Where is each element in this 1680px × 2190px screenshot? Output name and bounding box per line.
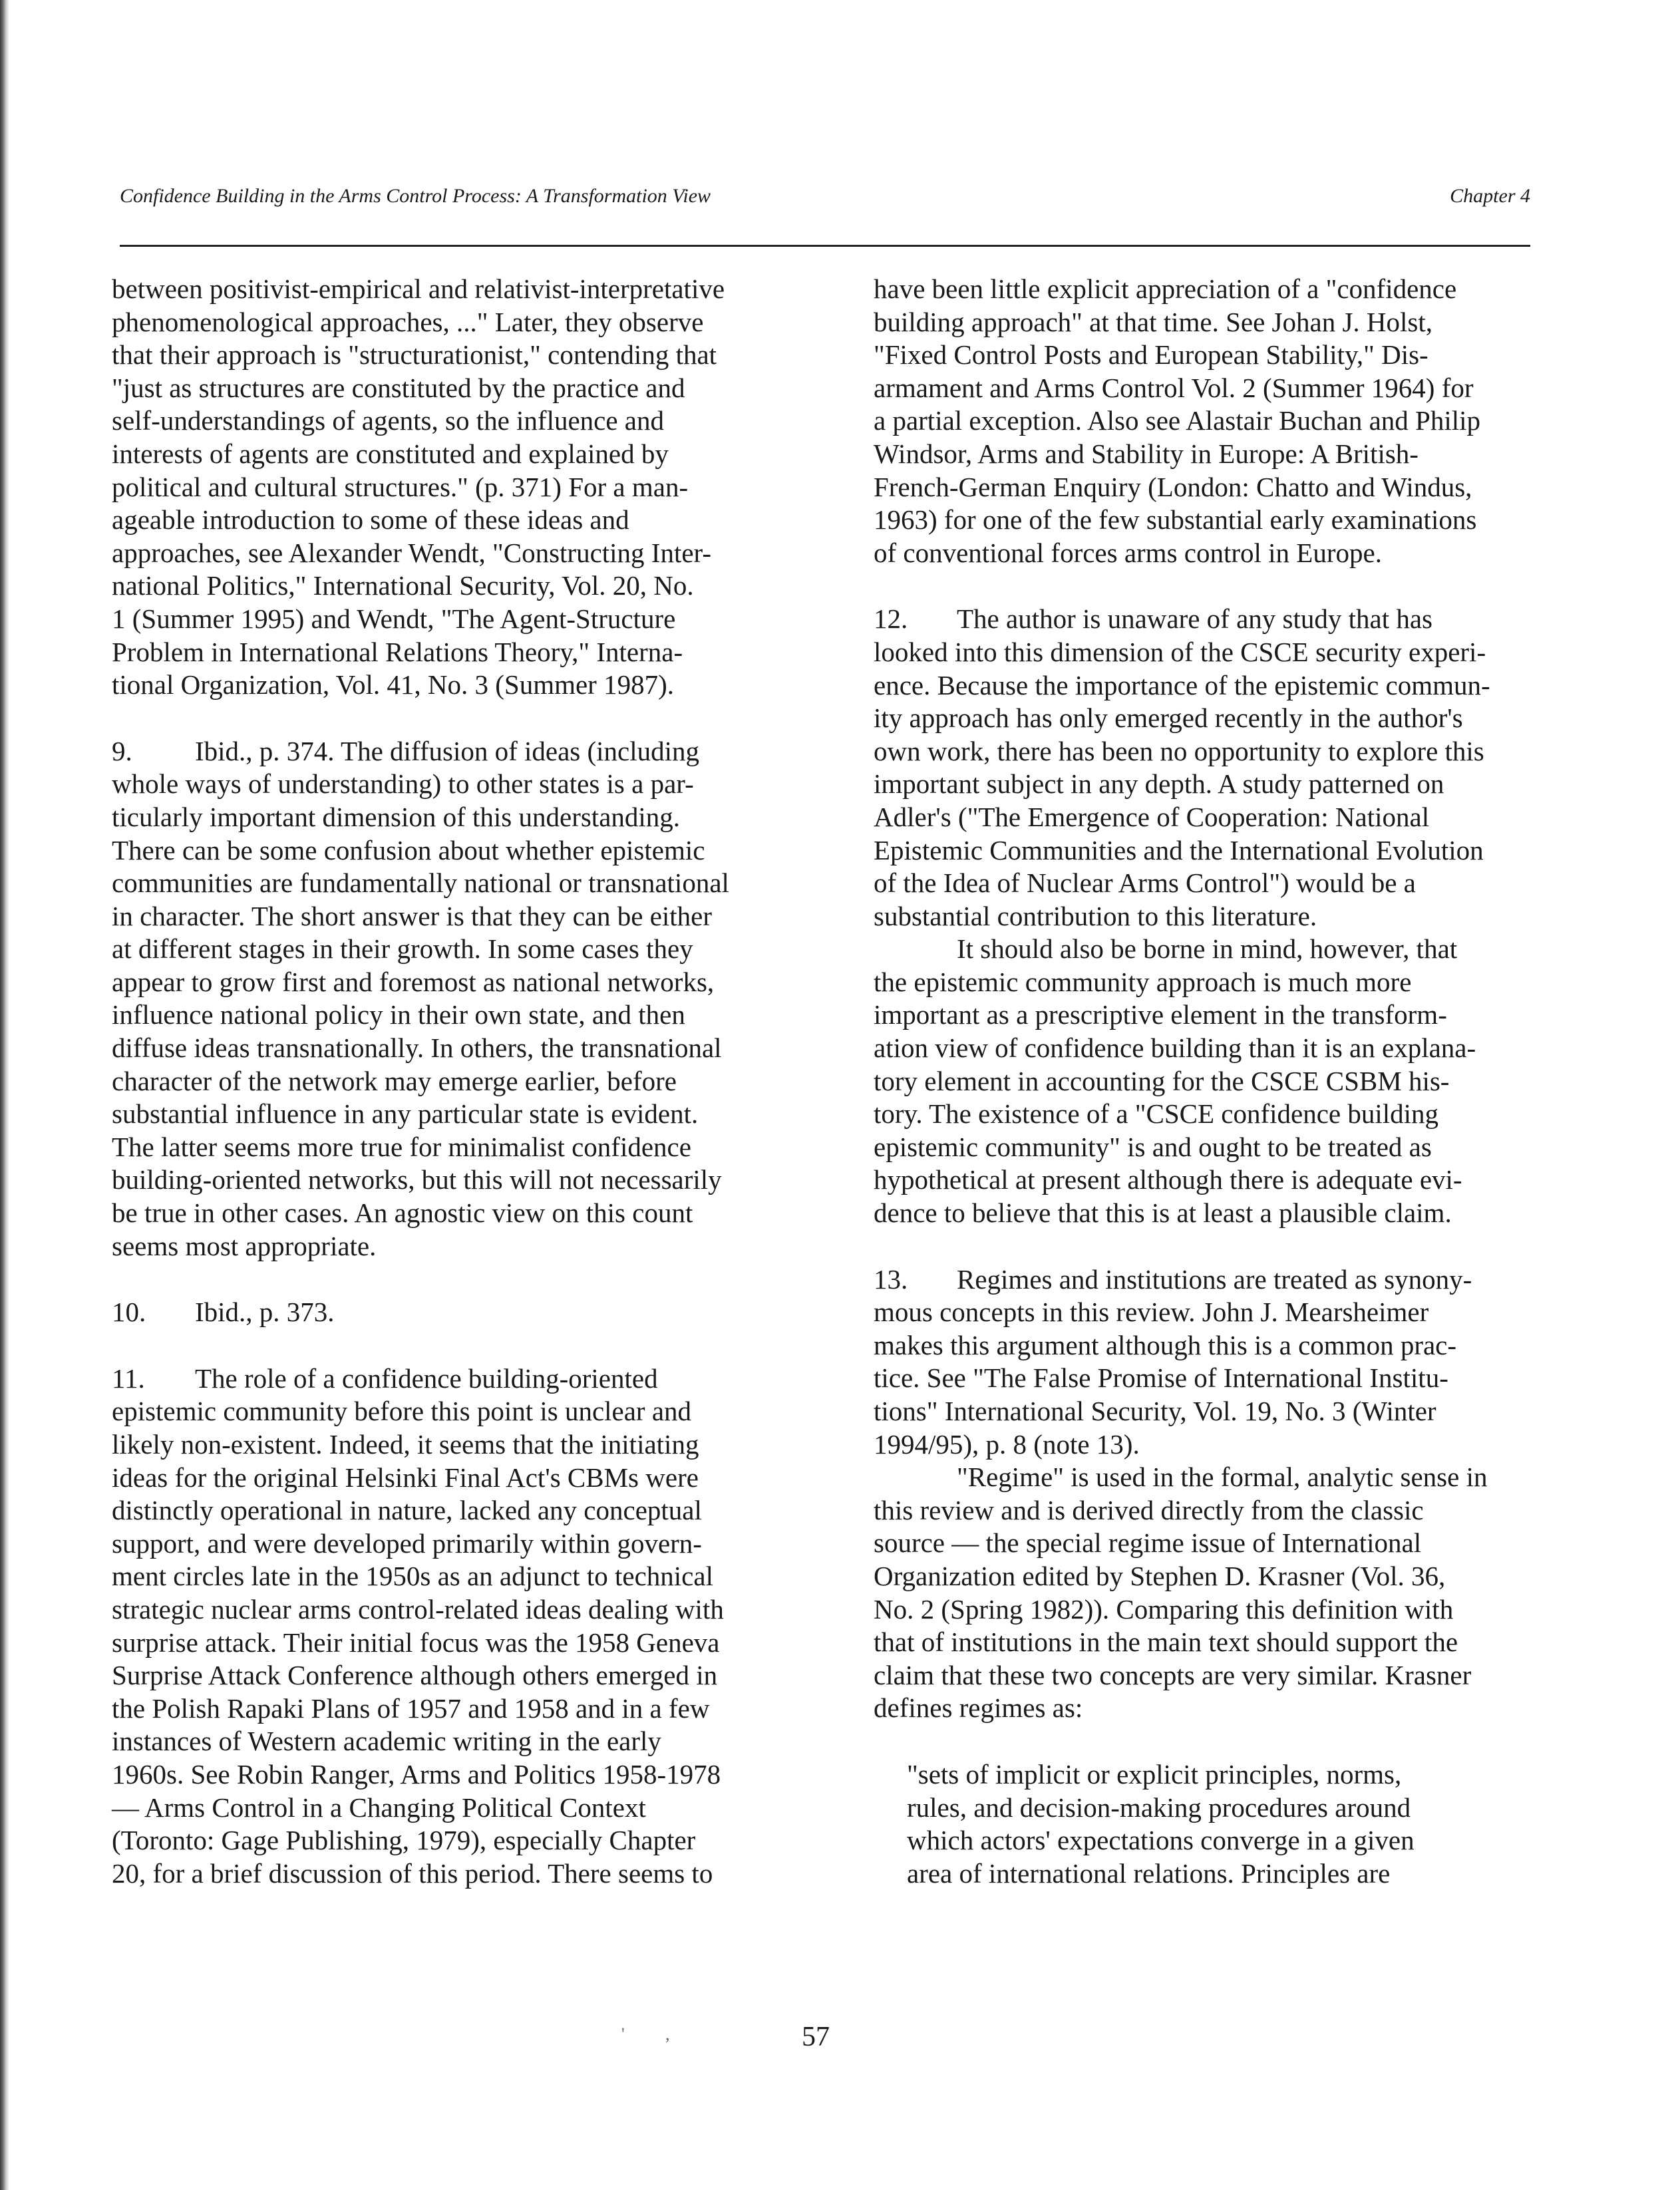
text-line: "Regime" is used in the formal, analytic sense in bbox=[957, 1462, 1488, 1493]
text-line: political and cultural structures." (p. 371) For a man- bbox=[112, 471, 689, 502]
chapter-label: Chapter 4 bbox=[1450, 185, 1530, 207]
footnote-number: 10. bbox=[112, 1297, 146, 1328]
text-line: There can be some confusion about whether epistemic bbox=[112, 834, 705, 865]
footnote-number: 13. bbox=[874, 1263, 908, 1295]
paragraph-gap bbox=[874, 1230, 1549, 1263]
text-line: rules, and decision-making procedures around bbox=[907, 1792, 1411, 1823]
text-line: tory element in accounting for the CSCE CSBM his- bbox=[874, 1065, 1450, 1096]
running-header bbox=[120, 180, 1530, 213]
text-line: the Polish Rapaki Plans of 1957 and 1958 and in a few bbox=[112, 1692, 710, 1724]
paragraph bbox=[874, 273, 1549, 569]
text-line: building-oriented networks, but this will not necessarily bbox=[112, 1164, 722, 1195]
text-line: 13. Regimes and institutions are treated as synony- bbox=[874, 1263, 1549, 1297]
text-line: Windsor, Arms and Stability in Europe: A British- bbox=[874, 438, 1419, 469]
text-line: dence to believe that this is at least a plausible claim. bbox=[874, 1197, 1452, 1229]
text-line: makes this argument although this is a common prac- bbox=[874, 1329, 1457, 1360]
text-line: distinctly operational in nature, lacked any conceptual bbox=[112, 1495, 702, 1526]
scan-edge bbox=[0, 0, 9, 2190]
footnote-number: 9. bbox=[112, 735, 132, 766]
text-line: 1 (Summer 1995) and Wendt, "The Agent-Structure bbox=[112, 603, 676, 634]
text-line: of conventional forces arms control in Europe. bbox=[874, 537, 1382, 568]
text-line: The latter seems more true for minimalist confidence bbox=[112, 1131, 691, 1162]
text-line: substantial contribution to this literature. bbox=[874, 900, 1317, 931]
footnote bbox=[112, 1296, 777, 1329]
text-line: ity approach has only emerged recently in the author's bbox=[874, 703, 1463, 734]
text-line: (Toronto: Gage Publishing, 1979), especially Chapter bbox=[112, 1825, 696, 1856]
text-line: character of the network may emerge earlier, before bbox=[112, 1065, 677, 1096]
block-quote bbox=[874, 1758, 1549, 1890]
paragraph-gap bbox=[874, 569, 1549, 603]
text-line: self-understandings of agents, so the influence and bbox=[112, 405, 665, 436]
text-line: building approach" at that time. See Johan J. Holst, bbox=[874, 306, 1432, 337]
footnote bbox=[112, 735, 777, 1263]
text-line: 12. The author is unaware of any study that has bbox=[874, 603, 1549, 636]
text-line: tice. See "The False Promise of International Institu- bbox=[874, 1362, 1448, 1394]
text-line: influence national policy in their own state, and then bbox=[112, 999, 685, 1030]
text-line: source — the special regime issue of International bbox=[874, 1527, 1422, 1559]
text-line: 9. Ibid., p. 374. The diffusion of ideas (including bbox=[112, 735, 777, 768]
text-line: own work, there has been no opportunity to explore this bbox=[874, 735, 1484, 766]
text-line: of the Idea of Nuclear Arms Control") would be a bbox=[874, 867, 1416, 899]
text-line: hypothetical at present although there is adequate evi- bbox=[874, 1164, 1462, 1195]
text-line: national Politics," International Security, Vol. 20, No. bbox=[112, 570, 694, 601]
text-line: which actors' expectations converge in a given bbox=[907, 1825, 1415, 1856]
paragraph bbox=[874, 1461, 1549, 1725]
footnote bbox=[874, 1263, 1549, 1462]
text-line: Organization edited by Stephen D. Krasner (Vol. 36, bbox=[874, 1560, 1446, 1591]
text-line: Surprise Attack Conference although others emerged in bbox=[112, 1660, 718, 1691]
paragraph-gap bbox=[112, 702, 777, 735]
right-column bbox=[874, 273, 1549, 1890]
text-line: Epistemic Communities and the International Evolution bbox=[874, 834, 1484, 865]
text-line: be true in other cases. An agnostic view on this count bbox=[112, 1197, 693, 1229]
header-rule bbox=[120, 245, 1530, 247]
text-line: ideas for the original Helsinki Final Act's CBMs were bbox=[112, 1462, 699, 1493]
text-line: the epistemic community approach is much more bbox=[874, 966, 1412, 997]
paragraph-gap bbox=[112, 1329, 777, 1362]
text-line: between positivist-empirical and relativist-interpretative bbox=[112, 273, 725, 304]
footnote bbox=[874, 603, 1549, 933]
scan-mark: ' bbox=[621, 2024, 625, 2044]
text-line: tions" International Security, Vol. 19, No. 3 (Winter bbox=[874, 1396, 1436, 1426]
text-line: claim that these two concepts are very similar. Krasner bbox=[874, 1659, 1472, 1690]
text-line: "sets of implicit or explicit principles, norms, bbox=[907, 1758, 1402, 1790]
footnote-number: 11. bbox=[112, 1362, 145, 1394]
text-line: ation view of confidence building than it is an explana- bbox=[874, 1032, 1476, 1064]
text-line: that of institutions in the main text should support the bbox=[874, 1627, 1458, 1658]
text-line: seems most appropriate. bbox=[112, 1230, 377, 1261]
text-line: phenomenological approaches, ..." Later, they observe bbox=[112, 306, 704, 337]
text-line: ment circles late in the 1950s as an adjunct to technical bbox=[112, 1561, 713, 1592]
running-title: Confidence Building in the Arms Control Process: A Transformation View bbox=[120, 185, 711, 207]
text-line: strategic nuclear arms control-related ideas dealing with bbox=[112, 1593, 724, 1625]
text-line: support, and were developed primarily within govern- bbox=[112, 1527, 702, 1559]
text-line: Problem in International Relations Theory," Interna- bbox=[112, 636, 683, 667]
text-line: a partial exception. Also see Alastair Buchan and Philip bbox=[874, 405, 1481, 436]
text-line: French-German Enquiry (London: Chatto and Windus, bbox=[874, 471, 1472, 502]
text-line: 1994/95), p. 8 (note 13). bbox=[874, 1428, 1140, 1460]
footnote-number: 12. bbox=[874, 603, 908, 635]
text-line: 20, for a brief discussion of this period. There seems to bbox=[112, 1857, 713, 1889]
text-line: Adler's ("The Emergence of Cooperation: National bbox=[874, 801, 1430, 832]
text-line: in character. The short answer is that they can be either bbox=[112, 900, 713, 931]
text-line: have been little explicit appreciation of a "confidence bbox=[874, 273, 1457, 304]
text-line: interests of agents are constituted and explained by bbox=[112, 438, 669, 469]
text-line: looked into this dimension of the CSCE security experi- bbox=[874, 636, 1486, 667]
text-line: 1960s. See Robin Ranger, Arms and Politics 1958-1978 bbox=[112, 1758, 721, 1790]
text-line: diffuse ideas transnationally. In others, the transnational bbox=[112, 1032, 722, 1064]
text-line: important as a prescriptive element in the transform- bbox=[874, 999, 1447, 1030]
text-line: tory. The existence of a "CSCE confidence building bbox=[874, 1098, 1439, 1130]
text-line: instances of Western academic writing in the early bbox=[112, 1726, 661, 1757]
text-line: tional Organization, Vol. 41, No. 3 (Summer 1987). bbox=[112, 669, 674, 701]
paragraph bbox=[874, 933, 1549, 1229]
text-line: at different stages in their growth. In some cases they bbox=[112, 933, 693, 965]
text-line: area of international relations. Principles are bbox=[907, 1857, 1391, 1889]
scan-mark: , bbox=[665, 2024, 670, 2044]
text-line: armament and Arms Control Vol. 2 (Summer 1964) for bbox=[874, 372, 1474, 403]
text-line: ageable introduction to some of these ideas and bbox=[112, 504, 629, 536]
left-column bbox=[112, 273, 777, 1890]
text-line: 10. Ibid., p. 373. bbox=[112, 1296, 777, 1329]
text-line: epistemic community" is and ought to be treated as bbox=[874, 1131, 1432, 1162]
text-line: "Fixed Control Posts and European Stability," Dis- bbox=[874, 339, 1428, 371]
text-line: likely non-existent. Indeed, it seems that the initiating bbox=[112, 1429, 699, 1460]
page-number: 57 bbox=[802, 2022, 830, 2052]
text-line: It should also be borne in mind, however, that bbox=[957, 933, 1458, 965]
text-line: "just as structures are constituted by the practice and bbox=[112, 372, 685, 403]
text-line: important subject in any depth. A study patterned on bbox=[874, 768, 1444, 800]
text-line: No. 2 (Spring 1982)). Comparing this definition with bbox=[874, 1593, 1454, 1625]
text-line: whole ways of understanding) to other states is a par- bbox=[112, 768, 694, 800]
paragraph-gap bbox=[112, 1263, 777, 1296]
text-line: approaches, see Alexander Wendt, "Constructing Inter- bbox=[112, 537, 712, 568]
text-line: 1963) for one of the few substantial early examinations bbox=[874, 504, 1477, 536]
paragraph-gap bbox=[874, 1725, 1549, 1758]
text-line: mous concepts in this review. John J. Mearsheimer bbox=[874, 1297, 1429, 1328]
text-line: epistemic community before this point is unclear and bbox=[112, 1396, 692, 1427]
text-line: — Arms Control in a Changing Political Context bbox=[112, 1792, 646, 1823]
text-line: surprise attack. Their initial focus was the 1958 Geneva bbox=[112, 1627, 720, 1658]
text-line: ence. Because the importance of the epistemic commun- bbox=[874, 669, 1490, 701]
text-line: substantial influence in any particular state is evident. bbox=[112, 1098, 699, 1130]
text-line: 11. The role of a confidence building-oriented bbox=[112, 1362, 777, 1396]
text-line: defines regimes as: bbox=[874, 1692, 1083, 1724]
text-line: communities are fundamentally national or transnational bbox=[112, 867, 729, 899]
text-line: ticularly important dimension of this understanding. bbox=[112, 801, 681, 832]
text-line: that their approach is "structurationist," contending that bbox=[112, 339, 717, 371]
text-line: this review and is derived directly from the classic bbox=[874, 1494, 1424, 1525]
text-line: appear to grow first and foremost as national networks, bbox=[112, 966, 715, 997]
paragraph bbox=[112, 273, 777, 702]
footnote bbox=[112, 1362, 777, 1891]
